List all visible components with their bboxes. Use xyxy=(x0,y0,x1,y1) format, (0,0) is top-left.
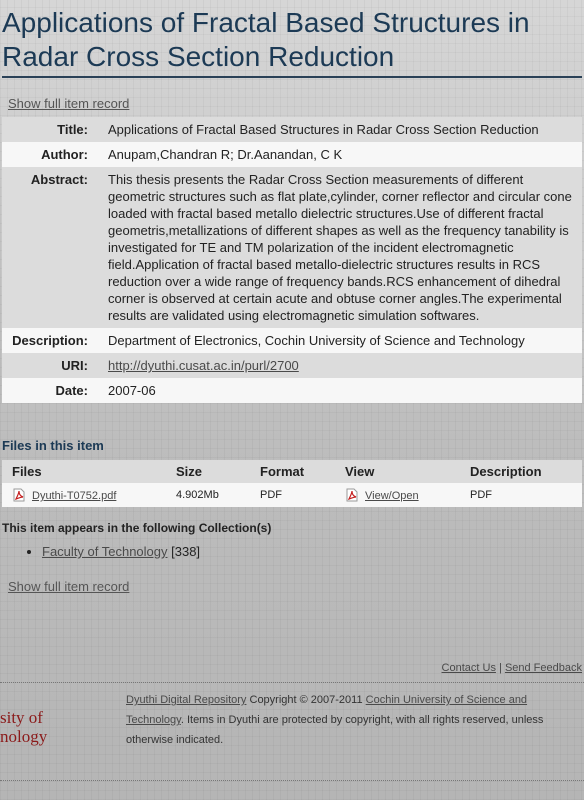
metadata-label: Date: xyxy=(2,378,108,403)
metadata-value: Anupam,Chandran R; Dr.Aanandan, C K xyxy=(108,142,582,167)
metadata-row-uri xyxy=(2,353,582,378)
file-format: PDF xyxy=(250,483,335,507)
files-column-header: Description xyxy=(460,460,582,483)
file-size: 4.902Mb xyxy=(166,483,250,507)
metadata-row-author xyxy=(2,142,582,167)
metadata-label: Abstract: xyxy=(2,167,108,328)
file-download-link[interactable]: Dyuthi-T0752.pdf xyxy=(32,490,117,502)
file-view-cell xyxy=(335,483,460,507)
university-logo-fragment xyxy=(0,708,47,746)
university-link[interactable]: Cochin University of Science and Technology xyxy=(126,694,528,726)
files-column-header: Size xyxy=(166,460,250,483)
uri-link[interactable]: http://dyuthi.cusat.ac.in/purl/2700 xyxy=(108,358,299,373)
metadata-value: 2007-06 xyxy=(108,378,582,403)
metadata-value xyxy=(108,353,582,378)
files-column-header: View xyxy=(335,460,460,483)
metadata-label: Title: xyxy=(2,117,108,142)
metadata-value: This thesis presents the Radar Cross Section measurements of different geometric structures such as flat plate,cylinder, corner reflector and circular cone loaded with fractal based metallo dielectric structures.Use of different fractal geometris,metallizations of different shapes as well as the frequency tanability is investigated for TE and TM polarization of the incident electromagnetic field.Application of fractal based metallo-dielectric structures results in RCS reduction over a wide range of frequency bands.RCS enhancement of dihedral corner is observed at certain acute and obtuse corner angles.The experimental results are validated using electromagnetic simulation softwares. xyxy=(108,167,582,328)
file-description: PDF xyxy=(460,483,582,507)
metadata-label: URI: xyxy=(2,353,108,378)
files-table xyxy=(2,460,582,507)
collection-link[interactable]: Faculty of Technology xyxy=(42,544,168,559)
view-open-link[interactable]: View/Open xyxy=(365,490,419,502)
files-heading: Files in this item xyxy=(2,438,104,453)
pdf-icon xyxy=(12,488,26,502)
metadata-value: Department of Electronics, Cochin University of Science and Technology xyxy=(108,328,582,353)
page-title: Applications of Fractal Based Structures in Radar Cross Section Reduction xyxy=(2,7,530,72)
metadata-label: Author: xyxy=(2,142,108,167)
metadata-row-abstract xyxy=(2,167,582,328)
title-divider xyxy=(2,76,582,78)
footer-separator: | xyxy=(499,662,502,674)
metadata-row-title xyxy=(2,117,582,142)
collections-heading: This item appears in the following Collection(s) xyxy=(2,521,272,535)
footer-divider-top xyxy=(0,682,584,683)
logo-text-line: nology xyxy=(0,727,48,746)
send-feedback-link[interactable]: Send Feedback xyxy=(504,662,582,674)
collection-item xyxy=(42,544,200,559)
footer-links xyxy=(442,662,582,674)
file-row xyxy=(2,483,582,507)
footer-copyright xyxy=(126,690,566,750)
metadata-value: Applications of Fractal Based Structures in Radar Cross Section Reduction xyxy=(108,117,582,142)
show-full-record-link-bottom[interactable]: Show full item record xyxy=(8,579,130,594)
files-column-header: Format xyxy=(250,460,335,483)
footer-divider-bottom xyxy=(0,780,584,781)
metadata-label: Description: xyxy=(2,328,108,353)
copyright-notice: . Items in Dyuthi are protected by copyright, with all rights reserved, unless otherwise indicated. xyxy=(126,714,544,746)
file-cell xyxy=(2,483,166,507)
files-header-row xyxy=(2,460,582,483)
metadata-table xyxy=(2,117,582,403)
metadata-row-date xyxy=(2,378,582,403)
copyright-text: Copyright © 2007-2011 xyxy=(246,694,366,706)
show-full-record-link-top[interactable]: Show full item record xyxy=(8,96,130,111)
pdf-icon xyxy=(345,488,359,502)
logo-text-line: sity of xyxy=(0,708,43,727)
metadata-row-description xyxy=(2,328,582,353)
collections-list xyxy=(24,544,200,559)
repository-link[interactable]: Dyuthi Digital Repository xyxy=(126,694,247,706)
collection-count: [338] xyxy=(171,544,201,559)
contact-us-link[interactable]: Contact Us xyxy=(441,662,496,674)
files-column-header: Files xyxy=(2,460,166,483)
